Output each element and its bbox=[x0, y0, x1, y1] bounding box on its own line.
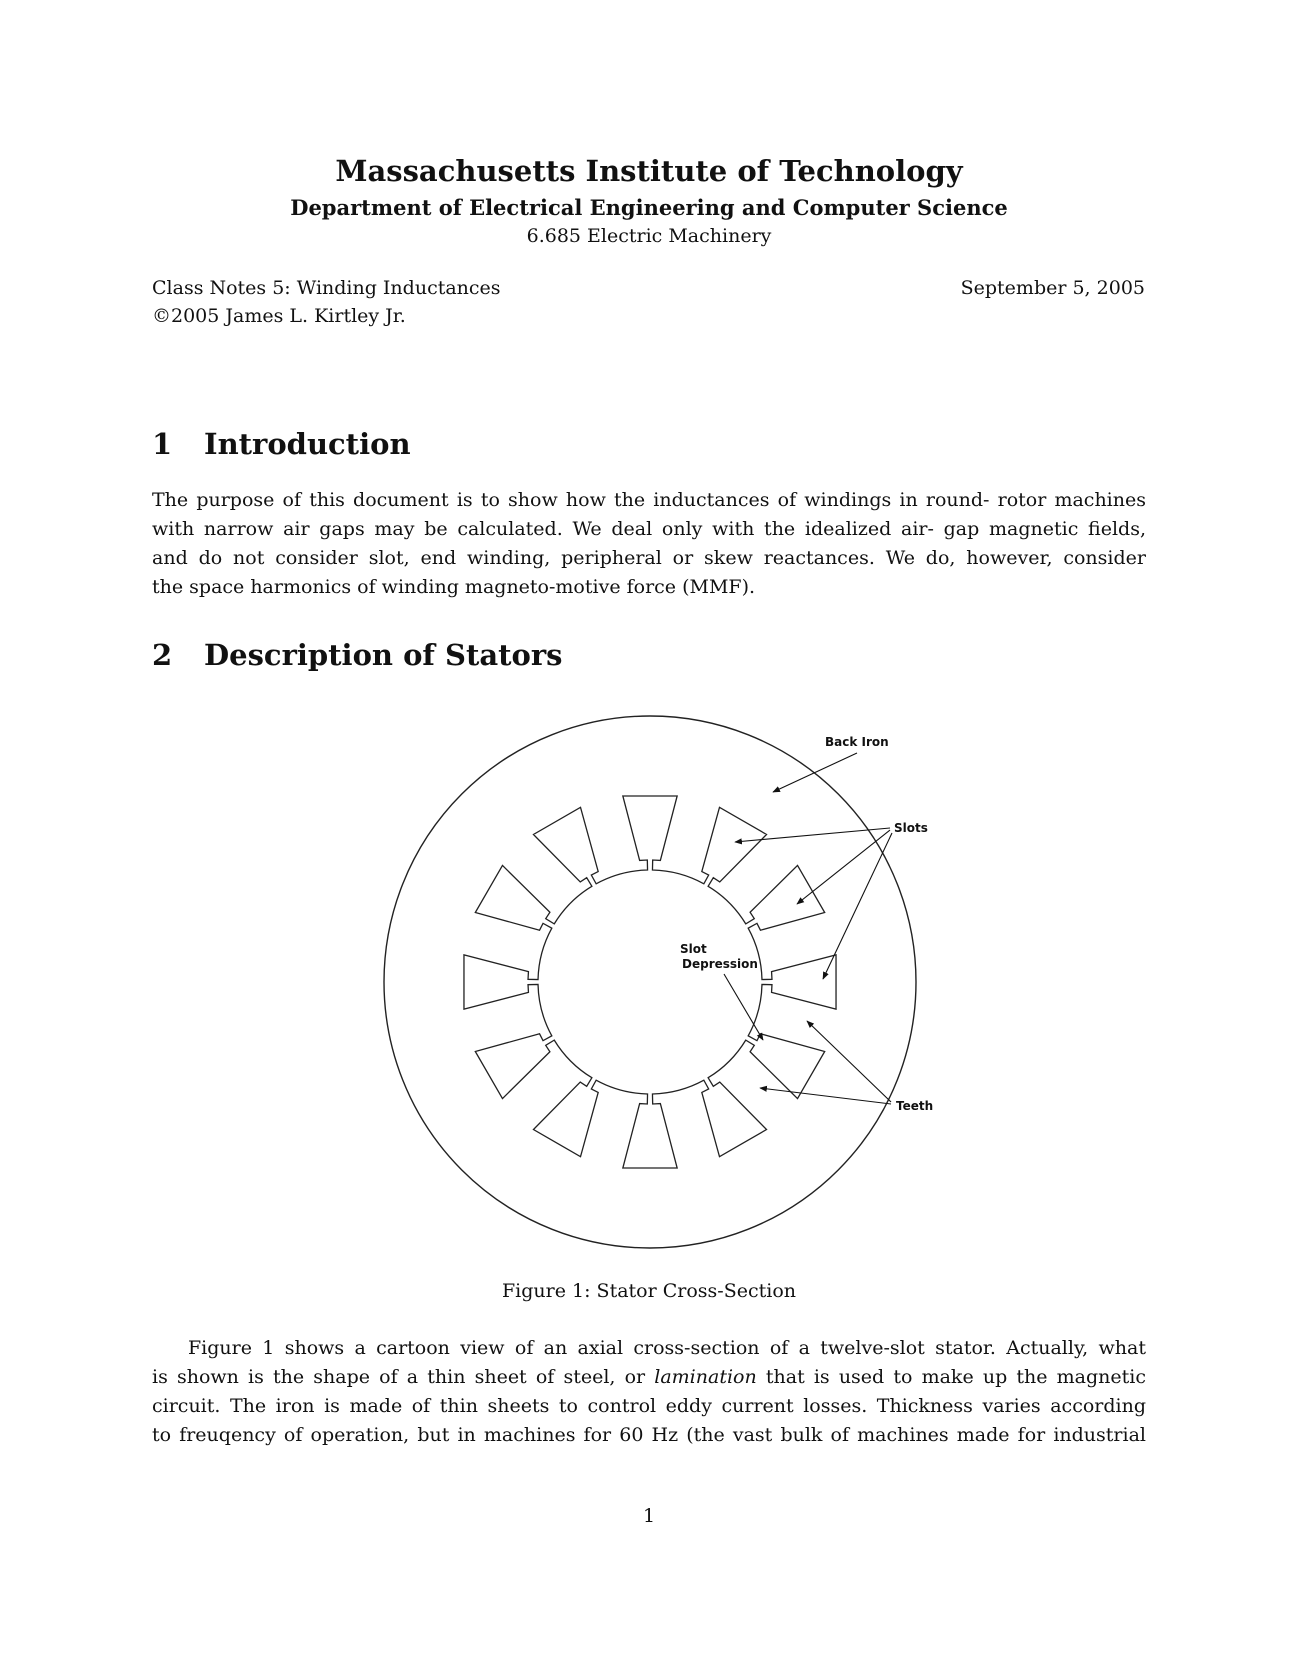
institution-title: Massachusetts Institute of Technology bbox=[335, 154, 963, 188]
copyright-line: ©2005 James L. Kirtley Jr. bbox=[152, 305, 406, 327]
section-number: 1 bbox=[152, 427, 173, 461]
paragraph-line: to freuqency of operation, but in machines for 60 Hz (the vast bulk of machines made for industrial bbox=[152, 1424, 1146, 1446]
slot-depression-label-line2: Depression bbox=[682, 957, 758, 971]
section-title: Description of Stators bbox=[204, 638, 563, 672]
introduction-paragraph bbox=[152, 486, 1146, 602]
section-heading-description-of-stators bbox=[152, 638, 562, 672]
paragraph-line bbox=[152, 1363, 1146, 1392]
slotted-inner-profile bbox=[464, 796, 836, 1168]
paragraph-line: the space harmonics of winding magneto-motive force (MMF). bbox=[152, 576, 756, 598]
back-iron-label: Back Iron bbox=[825, 735, 889, 749]
text-run: is shown is the shape of a thin sheet of steel, or bbox=[152, 1366, 655, 1388]
course-title: 6.685 Electric Machinery bbox=[526, 225, 772, 247]
figure-caption: Figure 1: Stator Cross-Section bbox=[502, 1280, 796, 1302]
page-number: 1 bbox=[642, 1505, 656, 1527]
slots-arrow-3 bbox=[823, 833, 892, 979]
teeth-arrow-2 bbox=[760, 1088, 891, 1104]
stator-cross-section-figure bbox=[360, 700, 940, 1260]
section-number: 2 bbox=[152, 638, 173, 672]
emphasized-term: lamination bbox=[654, 1366, 757, 1388]
text-run: that is used to make up the magnetic bbox=[756, 1366, 1146, 1388]
paragraph-line: and do not consider slot, end winding, peripheral or skew reactances. We do, however, consider bbox=[152, 547, 1146, 569]
notes-title: Class Notes 5: Winding Inductances bbox=[152, 277, 501, 299]
teeth-label: Teeth bbox=[896, 1099, 934, 1113]
slot-depression-label-line1: Slot bbox=[680, 942, 707, 956]
section-heading-introduction bbox=[152, 427, 411, 461]
paragraph-line: circuit. The iron is made of thin sheets to control eddy current losses. Thickness varies according bbox=[152, 1395, 1146, 1417]
section-title: Introduction bbox=[204, 427, 411, 461]
paragraph-line: Figure 1 shows a cartoon view of an axial cross-section of a twelve-slot stator. Actually, what bbox=[188, 1337, 1146, 1359]
slots-label: Slots bbox=[894, 821, 928, 835]
document-date: September 5, 2005 bbox=[960, 277, 1145, 299]
paragraph-line: The purpose of this document is to show how the inductances of windings in round- rotor machines bbox=[152, 489, 1146, 511]
paragraph-line: with narrow air gaps may be calculated. We deal only with the idealized air- gap magnetic fields, bbox=[152, 518, 1146, 540]
figure-description-paragraph bbox=[152, 1334, 1146, 1450]
slot-depression-arrow bbox=[724, 974, 763, 1040]
back-iron-arrow bbox=[773, 753, 857, 792]
department-subtitle: Department of Electrical Engineering and Computer Science bbox=[290, 195, 1008, 220]
